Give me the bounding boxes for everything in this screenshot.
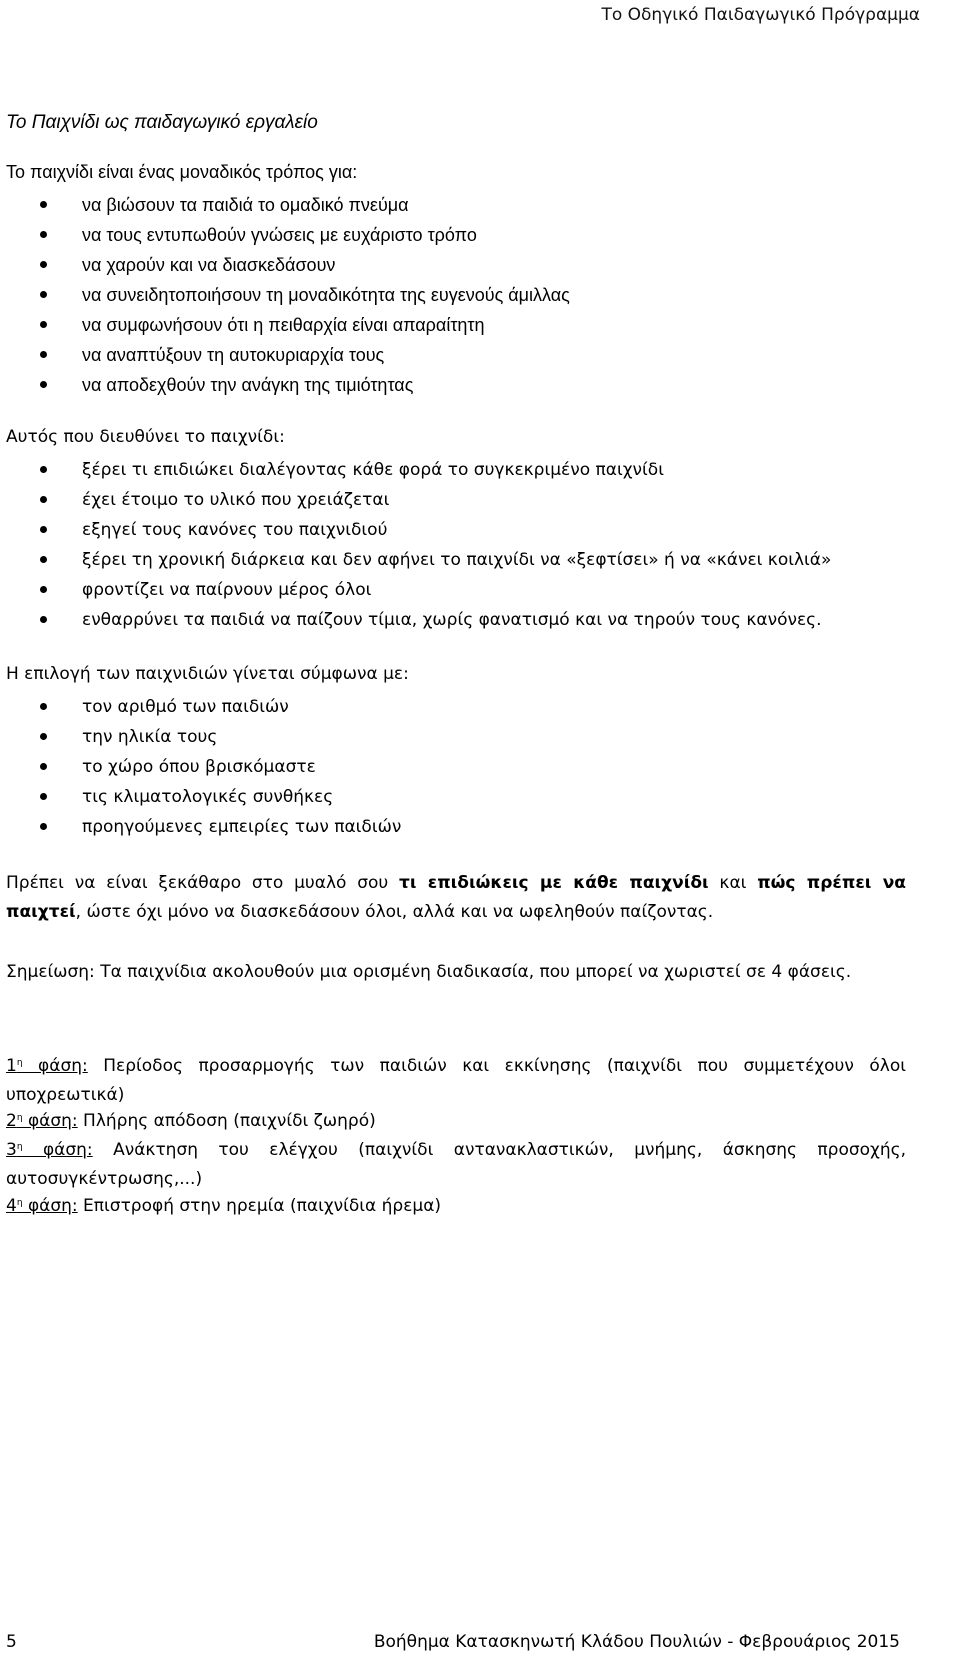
list-item: να αποδεχθούν την ανάγκη της τιμιότητας xyxy=(0,370,570,400)
bold-emphasis-1: τι επιδιώκεις με κάθε παιχνίδι xyxy=(399,873,709,893)
bullet-icon xyxy=(40,291,47,298)
bullet-icon xyxy=(40,556,47,563)
bullet-icon xyxy=(40,201,47,208)
section-title: Το Παιχνίδι ως παιδαγωγικό εργαλείο xyxy=(6,112,318,133)
bullet-icon xyxy=(40,231,47,238)
bullet-icon xyxy=(40,526,47,533)
list-item: να χαρούν και να διασκεδάσουν xyxy=(0,250,570,280)
selection-criteria-list xyxy=(0,692,401,842)
list-item: ενθαρρύνει τα παιδιά να παίζουν τίμια, χωρίς φανατισμό και να τηρούν τους κανόνες. xyxy=(0,605,831,635)
list-item: να τους εντυπωθούν γνώσεις με ευχάριστο τρόπο xyxy=(0,220,570,250)
page-number: 5 xyxy=(6,1632,17,1652)
phase-1: $1^\eta$ φάση: Περίοδος προσαρμογής των παιδιών και εκκίνησης (παιχνίδι που συμμετέχουν όλοι υποχρεωτικά) xyxy=(6,1056,906,1105)
bullet-icon xyxy=(40,381,47,388)
page-header: Το Οδηγικό Παιδαγωγικό Πρόγραμμα xyxy=(601,5,920,25)
phase-3: $3^\eta$ φάση: Ανάκτηση του ελέγχου (παιχνίδι αντανακλαστικών, μνήμης, άσκησης προσοχής, αυτοσυγκέντρωσης,...) xyxy=(6,1140,906,1189)
list-item: τον αριθμό των παιδιών xyxy=(0,692,401,722)
intro-text-2: Αυτός που διευθύνει το παιχνίδι: xyxy=(6,427,285,447)
list-item: να αναπτύξουν τη αυτοκυριαρχία τους xyxy=(0,340,570,370)
footer-text: Βοήθημα Κατασκηνωτή Κλάδου Πουλιών - Φεβρουάριος 2015 xyxy=(373,1632,900,1652)
bullet-icon xyxy=(40,763,47,770)
bullet-icon xyxy=(40,321,47,328)
bullet-icon xyxy=(40,703,47,710)
leader-list xyxy=(0,455,831,635)
phase-4: $4^\eta$ φάση: Επιστροφή στην ηρεμία (παιχνίδια ήρεμα) xyxy=(6,1196,442,1216)
list-item: να βιώσουν τα παιδιά το ομαδικό πνεύμα xyxy=(0,190,570,220)
list-item: να συνειδητοποιήσουν τη μοναδικότητα της ευγενούς άμιλλας xyxy=(0,280,570,310)
bold-emphasis-2: πώς πρέπει να παιχτεί xyxy=(6,873,906,922)
list-item: ξέρει τι επιδιώκει διαλέγοντας κάθε φορά το συγκεκριμένο παιχνίδι xyxy=(0,455,831,485)
bullet-icon xyxy=(40,586,47,593)
bullet-icon xyxy=(40,496,47,503)
bullet-icon xyxy=(40,823,47,830)
goal-paragraph: Πρέπει να είναι ξεκάθαρο στο μυαλό σου τι επιδιώκεις με κάθε παιχνίδι και πώς πρέπει να παιχτεί, ώστε όχι μόνο να διασκεδάσουν όλοι, αλλά και να ωφεληθούν παίζοντας. xyxy=(6,873,906,922)
list-item: προηγούμενες εμπειρίες των παιδιών xyxy=(0,812,401,842)
bullet-icon xyxy=(40,793,47,800)
list-item: φροντίζει να παίρνουν μέρος όλοι xyxy=(0,575,831,605)
list-item: έχει έτοιμο το υλικό που χρειάζεται xyxy=(0,485,831,515)
phase-2: $2^\eta$ φάση: Πλήρης απόδοση (παιχνίδι ζωηρό) xyxy=(6,1111,376,1131)
bullet-icon xyxy=(40,351,47,358)
bullet-icon xyxy=(40,261,47,268)
list-item: ξέρει τη χρονική διάρκεια και δεν αφήνει το παιχνίδι να «ξεφτίσει» ή να «κάνει κοιλιά» xyxy=(0,545,831,575)
purpose-list xyxy=(0,190,570,400)
bullet-icon xyxy=(40,733,47,740)
list-item: την ηλικία τους xyxy=(0,722,401,752)
note-paragraph: Σημείωση: Τα παιχνίδια ακολουθούν μια ορισμένη διαδικασία, που μπορεί να χωριστεί σε 4 φάσεις. xyxy=(6,962,852,982)
list-item: να συμφωνήσουν ότι η πειθαρχία είναι απαραίτητη xyxy=(0,310,570,340)
intro-text-1: Το παιχνίδι είναι ένας μοναδικός τρόπος για: xyxy=(6,162,358,182)
intro-text-3: Η επιλογή των παιχνιδιών γίνεται σύμφωνα με: xyxy=(6,664,409,684)
list-item: εξηγεί τους κανόνες του παιχνιδιού xyxy=(0,515,831,545)
list-item: τις κλιματολογικές συνθήκες xyxy=(0,782,401,812)
list-item: το χώρο όπου βρισκόμαστε xyxy=(0,752,401,782)
bullet-icon xyxy=(40,616,47,623)
bullet-icon xyxy=(40,466,47,473)
